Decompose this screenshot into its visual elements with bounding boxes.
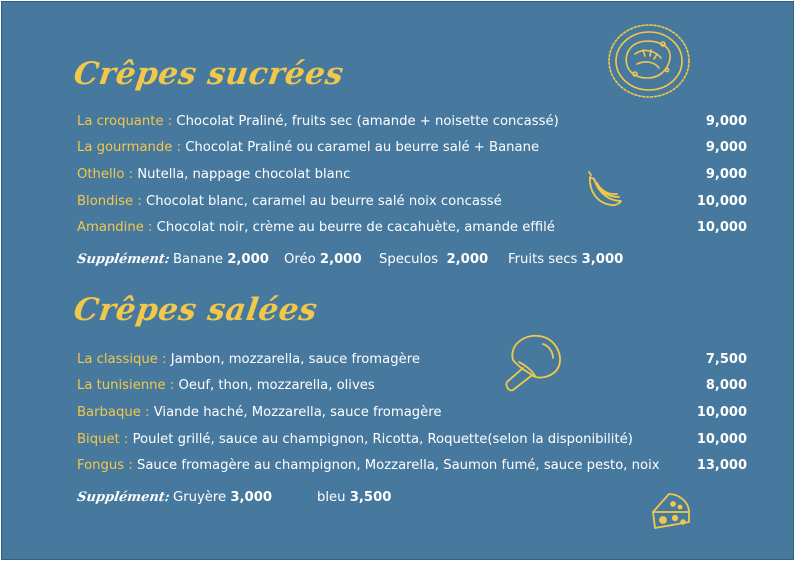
item-name: Fongus [77, 458, 125, 473]
menu-item [77, 138, 747, 158]
section-title-savory: Crêpes salées [71, 292, 320, 328]
menu-item [77, 112, 747, 132]
item-description: Chocolat noir, crème au beurre de cacahuète, amande effilé [156, 220, 555, 235]
item-price: 10,000 [696, 432, 747, 447]
item-price: 7,500 [705, 352, 747, 367]
supplement-price: 3,000 [230, 490, 273, 505]
item-name: Othello [77, 167, 125, 182]
item-description: Chocolat Praliné, fruits sec (amande + noisette concassé) [176, 114, 559, 129]
menu-item [77, 350, 747, 370]
item-price: 8,000 [705, 378, 747, 393]
supplement-row-savory [77, 488, 477, 508]
banana-icon [585, 169, 625, 211]
cheese-icon [649, 490, 693, 532]
item-separator: : [165, 378, 179, 393]
item-name: La gourmande [77, 140, 173, 155]
item-separator: : [157, 352, 171, 367]
item-description: Jambon, mozzarella, sauce fromagère [170, 352, 420, 367]
supplement-price: 2,000 [446, 252, 489, 267]
item-price: 10,000 [696, 194, 747, 209]
menu-item [77, 192, 747, 212]
supplement-item: Gruyère 3,000 [173, 490, 273, 505]
item-separator: : [133, 194, 146, 209]
item-separator: : [124, 167, 138, 182]
menu-item [77, 376, 747, 396]
item-name: Amandine [77, 220, 144, 235]
supplement-row-sweet [77, 250, 677, 270]
menu-item [77, 403, 747, 423]
item-separator: : [143, 220, 157, 235]
item-separator: : [140, 405, 154, 420]
item-description: Poulet grillé, sauce au champignon, Ricotta, Roquette(selon la disponibilité) [132, 432, 633, 447]
item-price: 10,000 [696, 405, 747, 420]
item-description: Chocolat blanc, caramel au beurre salé noix concassé [146, 194, 502, 209]
item-separator: : [124, 458, 137, 473]
menu-item [77, 430, 747, 450]
item-description: Nutella, nappage chocolat blanc [137, 167, 351, 182]
item-name: La tunisienne [77, 378, 166, 393]
menu-card [1, 1, 794, 560]
section-title-sweet: Crêpes sucrées [71, 56, 347, 92]
supplement-price: 3,000 [581, 252, 624, 267]
crepe-plate-icon [605, 20, 695, 102]
item-name: La croquante [77, 114, 164, 129]
item-name: Biquet [77, 432, 120, 447]
supplement-item: bleu 3,500 [317, 490, 392, 505]
supplement-price: 3,500 [349, 490, 392, 505]
supplement-item: Oréo 2,000 [284, 252, 362, 267]
item-separator: : [163, 114, 177, 129]
item-description: Viande haché, Mozzarella, sauce fromagère [153, 405, 442, 420]
item-price: 9,000 [705, 114, 747, 129]
supplement-item: Speculos 2,000 [379, 252, 489, 267]
item-separator: : [119, 432, 133, 447]
supplement-price: 2,000 [319, 252, 362, 267]
menu-item [77, 165, 747, 185]
item-description: Oeuf, thon, mozzarella, olives [178, 378, 375, 393]
supplement-item: Fruits secs 3,000 [508, 252, 624, 267]
supplement-item: Banane 2,000 [173, 252, 269, 267]
item-description: Sauce fromagère au champignon, Mozzarella, Saumon fumé, sauce pesto, noix [136, 458, 660, 473]
supplement-label: Supplément: [76, 490, 171, 505]
menu-item [77, 218, 747, 238]
item-price: 10,000 [696, 220, 747, 235]
item-price: 9,000 [705, 167, 747, 182]
item-description: Chocolat Praliné ou caramel au beurre salé + Banane [185, 140, 540, 155]
item-separator: : [172, 140, 186, 155]
item-price: 9,000 [705, 140, 747, 155]
item-name: Blondise [77, 194, 134, 209]
supplement-label: Supplément: [76, 252, 171, 267]
mushroom-icon [499, 332, 567, 396]
item-price: 13,000 [696, 458, 747, 473]
item-name: Barbaque [77, 405, 141, 420]
supplement-price: 2,000 [227, 252, 269, 267]
item-name: La classique [77, 352, 158, 367]
menu-item [77, 456, 747, 476]
